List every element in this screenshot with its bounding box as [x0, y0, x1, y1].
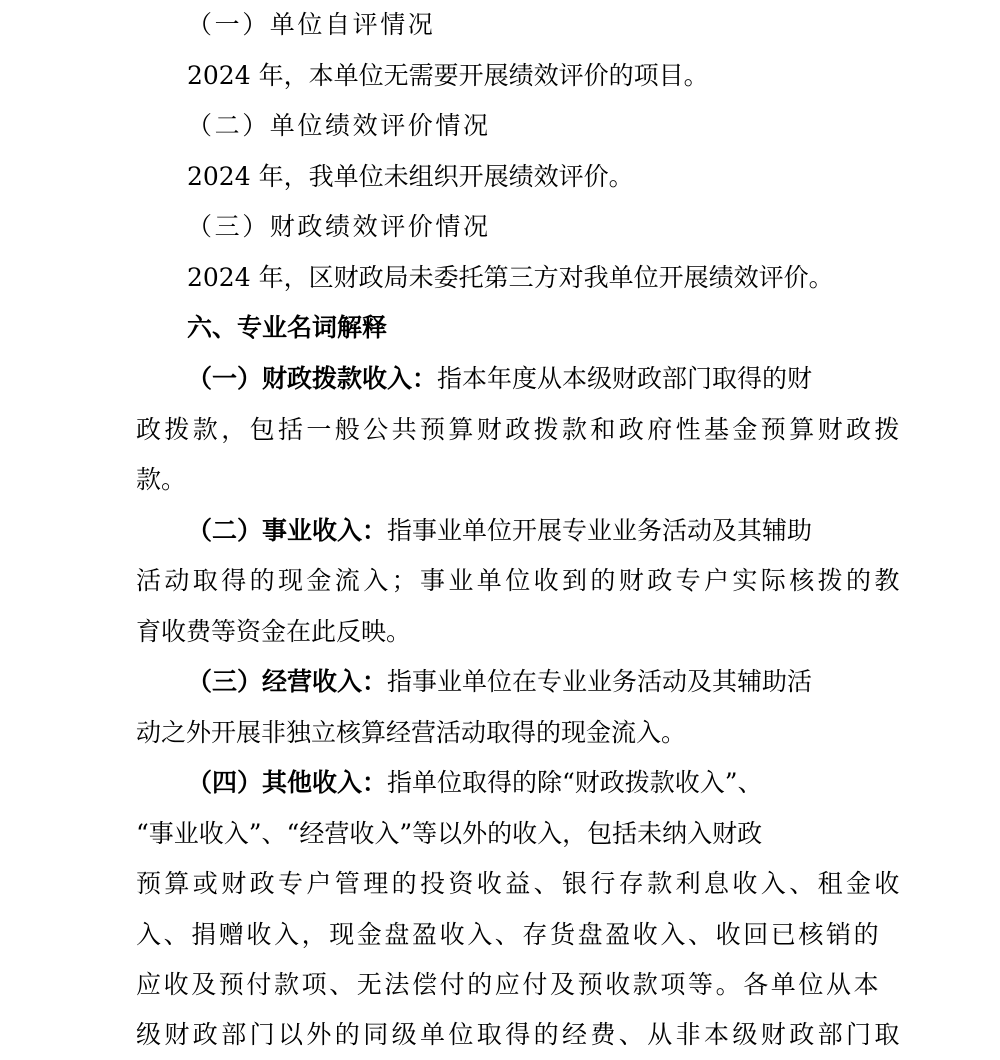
- glossary-item-4-line-2: “事业收入”、“经营收入”等以外的收入，包括未纳入财政: [136, 819, 763, 848]
- glossary-item-1-line-3: 款。: [136, 465, 187, 494]
- glossary-item-4-first-line: [0, 758, 1000, 808]
- glossary-item-2-first-line: [0, 506, 1000, 556]
- glossary-item-4-line-1: 指单位取得的除“财政拨款收入”、: [387, 768, 763, 797]
- glossary-item-3-line-2: 动之外开展非独立核算经营活动取得的现金流入。: [136, 718, 687, 747]
- glossary-term-4: （四）其他收入：: [187, 768, 388, 797]
- section-text-2: 2024 年，我单位未组织开展绩效评价。: [187, 162, 634, 191]
- glossary-item-2-line-3: 育收费等资金在此反映。: [136, 617, 412, 646]
- glossary-item-2-line-2: 活动取得的现金流入；事业单位收到的财政专户实际核拨的教: [136, 566, 903, 595]
- glossary-item-3-first-line: [0, 657, 1000, 707]
- glossary-item-4-line-6: 级财政部门以外的同级单位取得的经费、从非本级财政部门取: [136, 1020, 903, 1049]
- glossary-heading: 六、专业名词解释: [187, 313, 388, 342]
- glossary-item-3-line-1: 指事业单位在专业业务活动及其辅助活: [387, 667, 813, 696]
- glossary-term-1: （一）财政拨款收入：: [187, 364, 438, 393]
- section-text-3: 2024 年，区财政局未委托第三方对我单位开展绩效评价。: [187, 263, 834, 292]
- glossary-item-4-line-4: 入、捐赠收入，现金盘盈收入、存货盘盈收入、收回已核销的: [136, 920, 882, 949]
- section-heading-2: （二）单位绩效评价情况: [187, 111, 491, 140]
- section-heading-3: （三）财政绩效评价情况: [187, 212, 491, 241]
- glossary-item-4-line-3: 预算或财政专户管理的投资收益、银行存款利息收入、租金收: [136, 869, 903, 898]
- section-heading-1: （一）单位自评情况: [187, 10, 436, 39]
- glossary-item-1-line-1: 指本年度从本级财政部门取得的财: [437, 364, 813, 393]
- glossary-term-3: （三）经营收入：: [187, 667, 388, 696]
- section-text-1: 2024 年，本单位无需要开展绩效评价的项目。: [187, 61, 709, 90]
- glossary-item-1-first-line: [0, 354, 1000, 404]
- glossary-item-4-line-5: 应收及预付款项、无法偿付的应付及预收款项等。各单位从本: [136, 970, 882, 999]
- glossary-item-2-line-1: 指事业单位开展专业业务活动及其辅助: [387, 516, 813, 545]
- glossary-item-1-line-2: 政拨款，包括一般公共预算财政拨款和政府性基金预算财政拨: [136, 415, 903, 444]
- glossary-term-2: （二）事业收入：: [187, 516, 388, 545]
